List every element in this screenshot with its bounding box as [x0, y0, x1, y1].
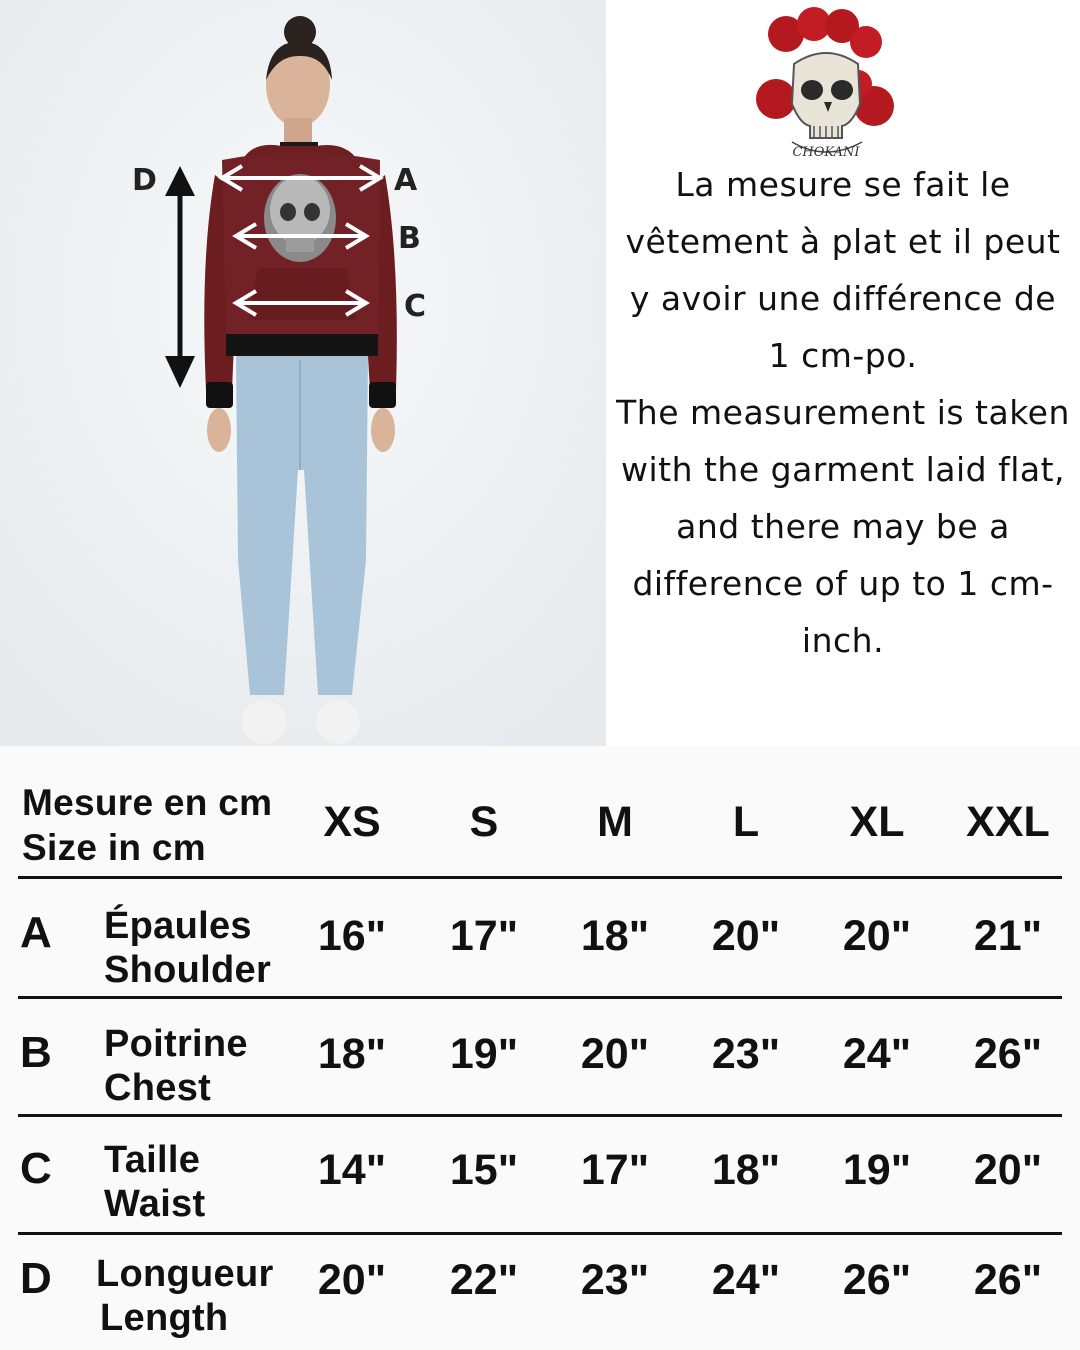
marker-a: A [394, 163, 418, 198]
model-photo [0, 0, 606, 746]
size-xxl: XXL [966, 798, 1050, 846]
cell-a-xxl: 21" [973, 912, 1043, 960]
label-fr: Longueur [96, 1253, 274, 1295]
note-en: The measurement is taken with the garment laid flat, and there may be a difference of up to 1 cm-inch. [616, 393, 1070, 660]
divider [18, 996, 1062, 999]
model-in-hoodie-photo [0, 0, 606, 746]
cell-c-xxl: 20" [973, 1146, 1043, 1194]
note-fr: La mesure se fait le vêtement à plat et il peut y avoir une différence de 1 cm-po. [625, 165, 1061, 375]
header-line-fr: Mesure en cm [22, 782, 273, 823]
size-l: L [732, 798, 760, 846]
cell-a-s: 17" [449, 912, 519, 960]
logo-text: CHOKANI [792, 145, 860, 160]
brand-logo [746, 4, 906, 164]
cell-c-l: 18" [711, 1146, 781, 1194]
size-table [0, 746, 1080, 1350]
cell-d-s: 22" [449, 1256, 519, 1304]
cell-d-l: 24" [711, 1256, 781, 1304]
label-fr: Poitrine [104, 1023, 248, 1065]
row-label-length [96, 1252, 274, 1340]
row-letter-b: B [20, 1028, 52, 1077]
row-label-shoulder [104, 904, 271, 992]
marker-d: D [132, 163, 157, 198]
header-line-en: Size in cm [22, 827, 206, 868]
cell-a-l: 20" [711, 912, 781, 960]
divider [18, 1114, 1062, 1117]
cell-d-m: 23" [580, 1256, 650, 1304]
label-en: Waist [104, 1183, 206, 1225]
label-en: Shoulder [104, 949, 272, 991]
size-xs: XS [323, 798, 381, 846]
cell-b-xl: 24" [842, 1030, 912, 1078]
marker-c: C [404, 289, 427, 324]
cell-a-m: 18" [580, 912, 650, 960]
size-s: S [469, 798, 499, 846]
size-xl: XL [849, 798, 905, 846]
row-letter-c: C [20, 1144, 52, 1193]
label-fr: Taille [104, 1139, 201, 1181]
row-label-waist [104, 1138, 205, 1226]
row-letter-a: A [20, 908, 52, 957]
cell-d-xl: 26" [842, 1256, 912, 1304]
row-label-chest [104, 1022, 248, 1110]
cell-b-xs: 18" [317, 1030, 387, 1078]
cell-c-xl: 19" [842, 1146, 912, 1194]
divider [18, 876, 1062, 879]
cell-b-s: 19" [449, 1030, 519, 1078]
cell-c-s: 15" [449, 1146, 519, 1194]
table-header-title [22, 780, 272, 870]
cell-d-xxl: 26" [973, 1256, 1043, 1304]
skull-with-roses-icon [746, 4, 906, 164]
cell-b-m: 20" [580, 1030, 650, 1078]
cell-b-xxl: 26" [973, 1030, 1043, 1078]
row-letter-d: D [20, 1254, 52, 1303]
cell-d-xs: 20" [317, 1256, 387, 1304]
cell-c-m: 17" [580, 1146, 650, 1194]
info-panel [606, 0, 1080, 746]
cell-a-xl: 20" [842, 912, 912, 960]
size-m: M [597, 798, 633, 846]
divider [18, 1232, 1062, 1235]
label-en: Length [100, 1297, 229, 1339]
label-en: Chest [104, 1067, 212, 1109]
measurement-note [616, 156, 1070, 669]
marker-b: B [398, 221, 421, 256]
label-fr: Épaules [104, 905, 252, 947]
cell-c-xs: 14" [317, 1146, 387, 1194]
cell-b-l: 23" [711, 1030, 781, 1078]
cell-a-xs: 16" [317, 912, 387, 960]
